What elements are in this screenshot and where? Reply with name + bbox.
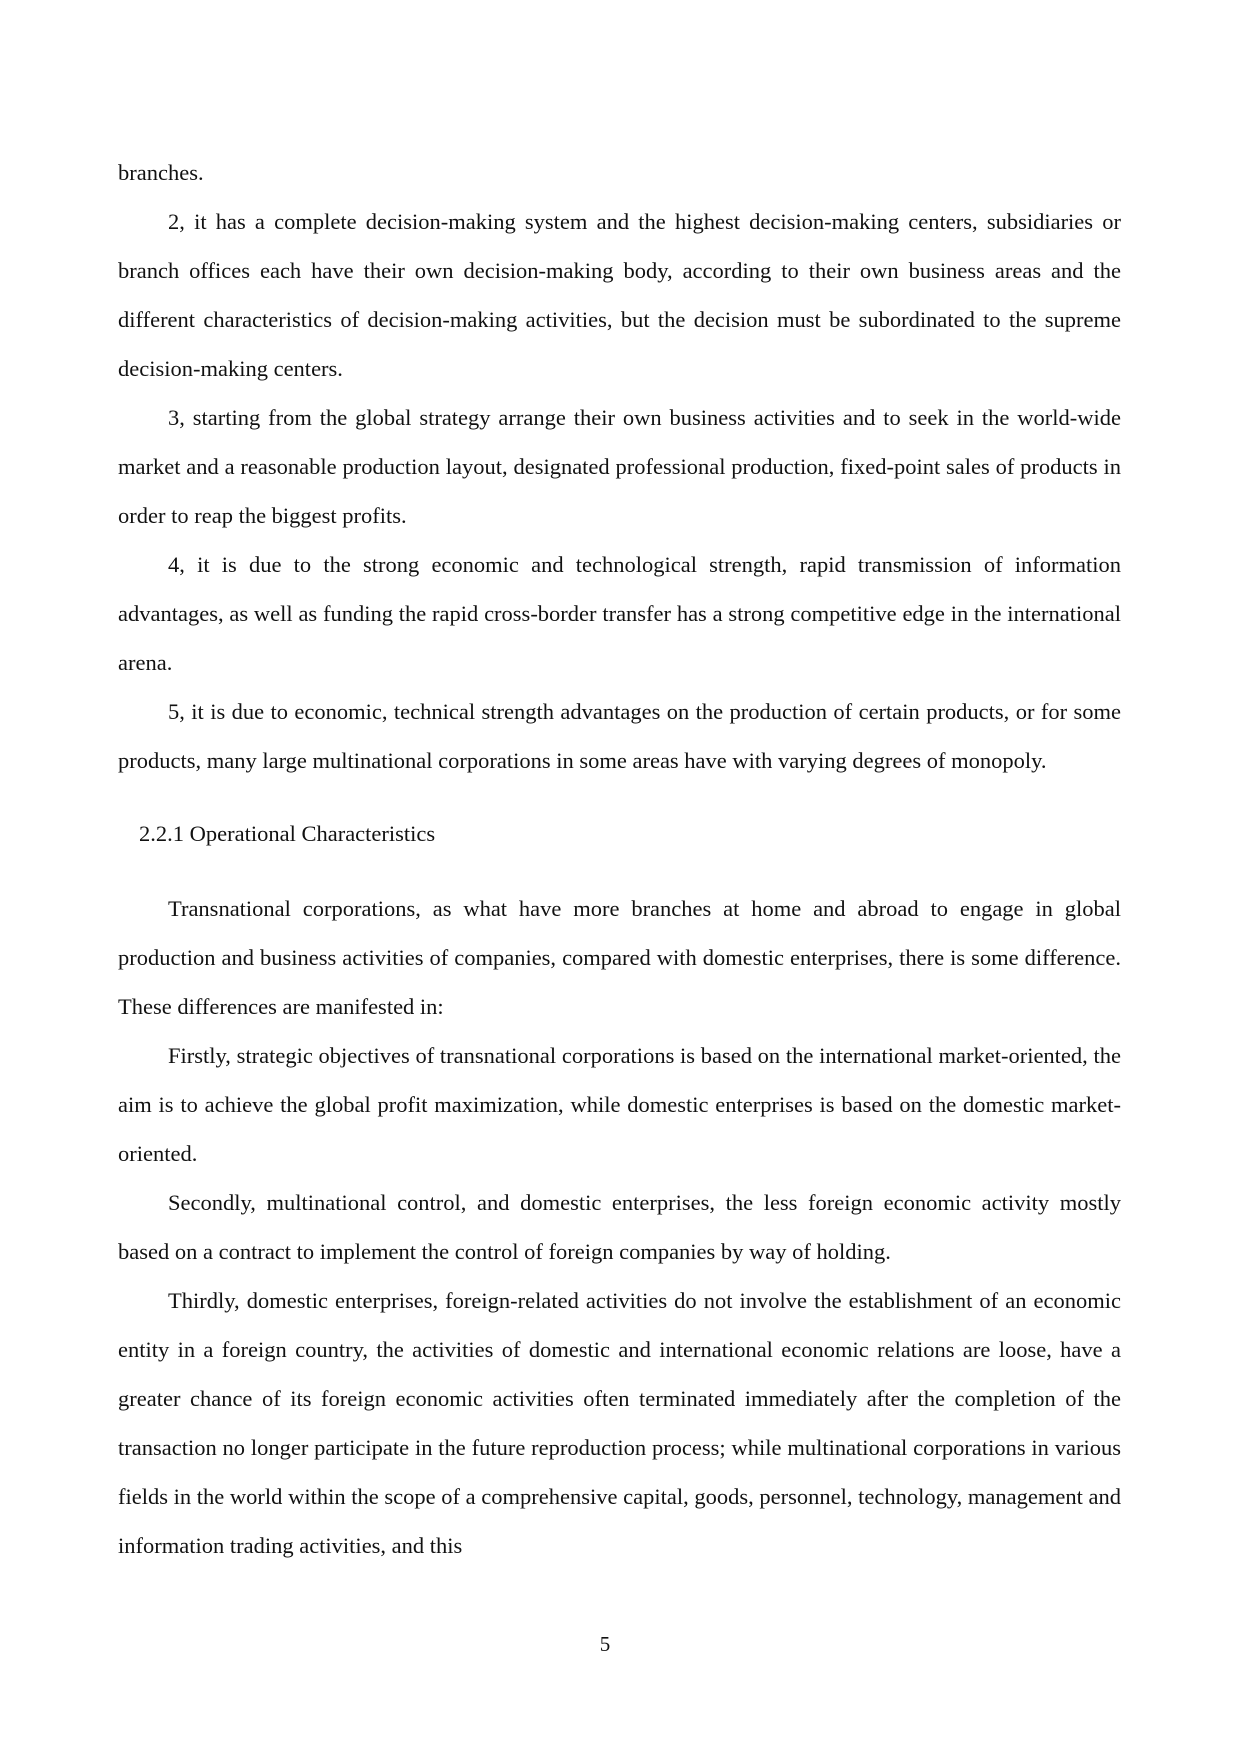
- paragraph: 2, it has a complete decision-making system and the highest decision-making centers, subsidiaries or branch offices each have their own decision-making body, according to their own business areas and the different characteristics of decision-making activities, but the decision must be subordinated to the supreme decision-making centers.: [118, 209, 1121, 381]
- paragraph: 3, starting from the global strategy arrange their own business activities and to seek in the world-wide market and a reasonable production layout, designated professional production, fixed-point sales of products in order to reap the biggest profits.: [118, 405, 1121, 528]
- page-number: 5: [599, 1632, 611, 1656]
- paragraph: Transnational corporations, as what have more branches at home and abroad to engage in global production and business activities of companies, compared with domestic enterprises, there is some difference. These differences are manifested in:: [118, 896, 1121, 1019]
- paragraph: 5, it is due to economic, technical strength advantages on the production of certain products, or for some products, many large multinational corporations in some areas have with varying degrees of monopoly.: [118, 699, 1121, 773]
- paragraph: Secondly, multinational control, and domestic enterprises, the less foreign economic activity mostly based on a contract to implement the control of foreign companies by way of holding.: [118, 1190, 1121, 1264]
- paragraph: Thirdly, domestic enterprises, foreign-related activities do not involve the establishment of an economic entity in a foreign country, the activities of domestic and international economic relations are loose, have a greater chance of its foreign economic activities often terminated immediately after the completion of the transaction no longer participate in the future reproduction process; while multinational corporations in various fields in the world within the scope of a comprehensive capital, goods, personnel, technology, management and information trading activities, and this: [118, 1288, 1121, 1558]
- paragraph: Firstly, strategic objectives of transnational corporations is based on the international market-oriented, the aim is to achieve the global profit maximization, while domestic enterprises is based on the domestic market-oriented.: [118, 1043, 1121, 1166]
- document-body: [118, 148, 1121, 1570]
- paragraph: 4, it is due to the strong economic and technological strength, rapid transmission of information advantages, as well as funding the rapid cross-border transfer has a strong competitive edge in the international arena.: [118, 552, 1121, 675]
- paragraph: branches.: [118, 160, 204, 185]
- section-heading: 2.2.1 Operational Characteristics: [139, 821, 436, 846]
